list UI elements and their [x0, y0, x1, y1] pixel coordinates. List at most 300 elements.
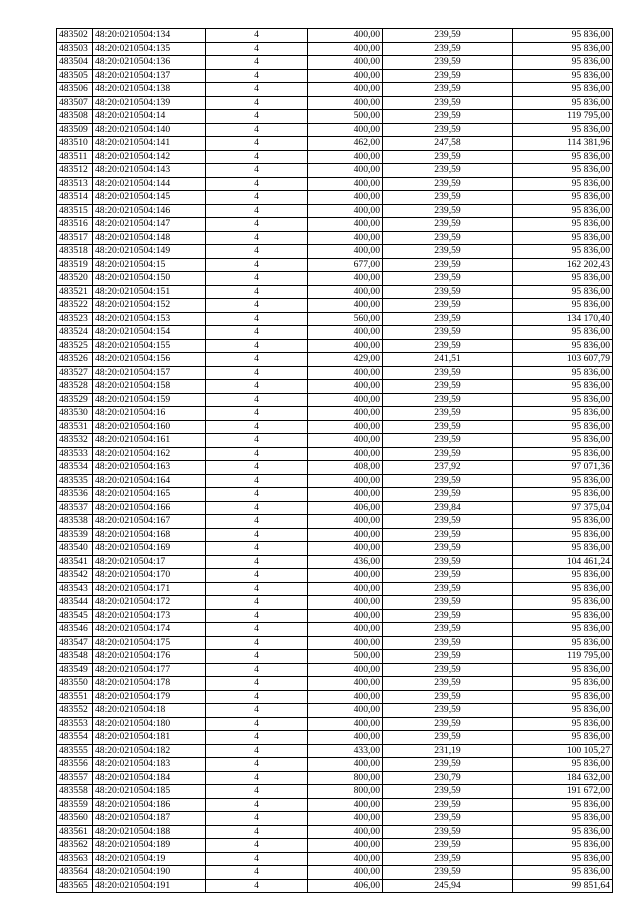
- area-cell: 429,00: [308, 353, 383, 367]
- row-id-cell: 483512: [57, 164, 93, 178]
- cadastral-number-cell: 48:20:0210504:134: [93, 29, 206, 43]
- total-value-cell: 95 836,00: [513, 758, 613, 772]
- category-cell: 4: [206, 731, 308, 745]
- total-value-cell: 95 836,00: [513, 596, 613, 610]
- unit-value-cell: 239,59: [383, 488, 513, 502]
- category-cell: 4: [206, 137, 308, 151]
- row-id-cell: 483538: [57, 515, 93, 529]
- category-cell: 4: [206, 812, 308, 826]
- cadastral-number-cell: 48:20:0210504:147: [93, 218, 206, 232]
- cadastral-number-cell: 48:20:0210504:162: [93, 447, 206, 461]
- table-row: [57, 690, 613, 704]
- area-cell: 400,00: [308, 177, 383, 191]
- cadastral-number-cell: 48:20:0210504:155: [93, 339, 206, 353]
- total-value-cell: 99 851,64: [513, 879, 613, 893]
- table-row: [57, 677, 613, 691]
- unit-value-cell: 239,59: [383, 717, 513, 731]
- table-row: [57, 758, 613, 772]
- unit-value-cell: 239,59: [383, 690, 513, 704]
- unit-value-cell: 239,59: [383, 285, 513, 299]
- total-value-cell: 95 836,00: [513, 150, 613, 164]
- unit-value-cell: 239,59: [383, 825, 513, 839]
- total-value-cell: 95 836,00: [513, 623, 613, 637]
- cadastral-number-cell: 48:20:0210504:173: [93, 609, 206, 623]
- cadastral-number-cell: 48:20:0210504:157: [93, 366, 206, 380]
- cadastral-number-cell: 48:20:0210504:16: [93, 407, 206, 421]
- row-id-cell: 483541: [57, 555, 93, 569]
- total-value-cell: 95 836,00: [513, 704, 613, 718]
- row-id-cell: 483561: [57, 825, 93, 839]
- area-cell: 400,00: [308, 825, 383, 839]
- row-id-cell: 483551: [57, 690, 93, 704]
- category-cell: 4: [206, 56, 308, 70]
- table-row: [57, 231, 613, 245]
- cadastral-number-cell: 48:20:0210504:165: [93, 488, 206, 502]
- cadastral-number-cell: 48:20:0210504:183: [93, 758, 206, 772]
- unit-value-cell: 239,59: [383, 218, 513, 232]
- table-row: [57, 393, 613, 407]
- unit-value-cell: 239,59: [383, 609, 513, 623]
- table-row: [57, 339, 613, 353]
- unit-value-cell: 239,59: [383, 407, 513, 421]
- cadastral-number-cell: 48:20:0210504:158: [93, 380, 206, 394]
- cadastral-number-cell: 48:20:0210504:138: [93, 83, 206, 97]
- cadastral-number-cell: 48:20:0210504:171: [93, 582, 206, 596]
- unit-value-cell: 239,59: [383, 569, 513, 583]
- category-cell: 4: [206, 191, 308, 205]
- row-id-cell: 483556: [57, 758, 93, 772]
- total-value-cell: 95 836,00: [513, 690, 613, 704]
- category-cell: 4: [206, 582, 308, 596]
- area-cell: 400,00: [308, 164, 383, 178]
- unit-value-cell: 239,59: [383, 299, 513, 313]
- row-id-cell: 483518: [57, 245, 93, 259]
- table-row: [57, 461, 613, 475]
- area-cell: 400,00: [308, 434, 383, 448]
- total-value-cell: 95 836,00: [513, 542, 613, 556]
- cadastral-number-cell: 48:20:0210504:15: [93, 258, 206, 272]
- area-cell: 400,00: [308, 812, 383, 826]
- row-id-cell: 483529: [57, 393, 93, 407]
- row-id-cell: 483544: [57, 596, 93, 610]
- table-row: [57, 866, 613, 880]
- area-cell: 400,00: [308, 677, 383, 691]
- unit-value-cell: 231,19: [383, 744, 513, 758]
- area-cell: 400,00: [308, 488, 383, 502]
- table-row: [57, 353, 613, 367]
- unit-value-cell: 239,59: [383, 393, 513, 407]
- category-cell: 4: [206, 380, 308, 394]
- unit-value-cell: 230,79: [383, 771, 513, 785]
- row-id-cell: 483543: [57, 582, 93, 596]
- area-cell: 400,00: [308, 83, 383, 97]
- table-row: [57, 704, 613, 718]
- unit-value-cell: 239,59: [383, 150, 513, 164]
- table-row: [57, 434, 613, 448]
- total-value-cell: 119 795,00: [513, 650, 613, 664]
- table-row: [57, 204, 613, 218]
- row-id-cell: 483560: [57, 812, 93, 826]
- table-body: [57, 29, 613, 893]
- category-cell: 4: [206, 542, 308, 556]
- cadastral-number-cell: 48:20:0210504:180: [93, 717, 206, 731]
- table-row: [57, 123, 613, 137]
- unit-value-cell: 239,59: [383, 582, 513, 596]
- row-id-cell: 483533: [57, 447, 93, 461]
- row-id-cell: 483534: [57, 461, 93, 475]
- category-cell: 4: [206, 123, 308, 137]
- unit-value-cell: 239,59: [383, 326, 513, 340]
- category-cell: 4: [206, 231, 308, 245]
- cadastral-table: [56, 28, 613, 893]
- table-row: [57, 258, 613, 272]
- table-row: [57, 542, 613, 556]
- area-cell: 400,00: [308, 609, 383, 623]
- area-cell: 400,00: [308, 393, 383, 407]
- area-cell: 400,00: [308, 474, 383, 488]
- cadastral-number-cell: 48:20:0210504:151: [93, 285, 206, 299]
- cadastral-number-cell: 48:20:0210504:179: [93, 690, 206, 704]
- row-id-cell: 483508: [57, 110, 93, 124]
- area-cell: 400,00: [308, 150, 383, 164]
- category-cell: 4: [206, 366, 308, 380]
- area-cell: 400,00: [308, 717, 383, 731]
- category-cell: 4: [206, 393, 308, 407]
- table-row: [57, 177, 613, 191]
- row-id-cell: 483520: [57, 272, 93, 286]
- table-row: [57, 29, 613, 43]
- area-cell: 400,00: [308, 663, 383, 677]
- total-value-cell: 95 836,00: [513, 569, 613, 583]
- row-id-cell: 483503: [57, 42, 93, 56]
- unit-value-cell: 239,59: [383, 852, 513, 866]
- unit-value-cell: 239,59: [383, 785, 513, 799]
- category-cell: 4: [206, 326, 308, 340]
- area-cell: 400,00: [308, 69, 383, 83]
- table-row: [57, 852, 613, 866]
- category-cell: 4: [206, 29, 308, 43]
- cadastral-number-cell: 48:20:0210504:172: [93, 596, 206, 610]
- cadastral-number-cell: 48:20:0210504:139: [93, 96, 206, 110]
- table-row: [57, 69, 613, 83]
- unit-value-cell: 239,59: [383, 663, 513, 677]
- row-id-cell: 483526: [57, 353, 93, 367]
- category-cell: 4: [206, 515, 308, 529]
- area-cell: 400,00: [308, 582, 383, 596]
- total-value-cell: 95 836,00: [513, 488, 613, 502]
- cadastral-number-cell: 48:20:0210504:136: [93, 56, 206, 70]
- total-value-cell: 95 836,00: [513, 636, 613, 650]
- total-value-cell: 95 836,00: [513, 852, 613, 866]
- area-cell: 400,00: [308, 420, 383, 434]
- cadastral-number-cell: 48:20:0210504:189: [93, 839, 206, 853]
- unit-value-cell: 239,59: [383, 177, 513, 191]
- row-id-cell: 483517: [57, 231, 93, 245]
- total-value-cell: 95 836,00: [513, 191, 613, 205]
- category-cell: 4: [206, 555, 308, 569]
- row-id-cell: 483509: [57, 123, 93, 137]
- unit-value-cell: 239,59: [383, 29, 513, 43]
- table-row: [57, 96, 613, 110]
- category-cell: 4: [206, 312, 308, 326]
- table-row: [57, 150, 613, 164]
- table-row: [57, 83, 613, 97]
- area-cell: 400,00: [308, 839, 383, 853]
- row-id-cell: 483549: [57, 663, 93, 677]
- category-cell: 4: [206, 717, 308, 731]
- category-cell: 4: [206, 164, 308, 178]
- cadastral-number-cell: 48:20:0210504:141: [93, 137, 206, 151]
- table-row: [57, 528, 613, 542]
- table-row: [57, 501, 613, 515]
- category-cell: 4: [206, 852, 308, 866]
- cadastral-number-cell: 48:20:0210504:188: [93, 825, 206, 839]
- cadastral-number-cell: 48:20:0210504:174: [93, 623, 206, 637]
- category-cell: 4: [206, 339, 308, 353]
- table-row: [57, 650, 613, 664]
- unit-value-cell: 239,59: [383, 515, 513, 529]
- unit-value-cell: 239,59: [383, 623, 513, 637]
- category-cell: 4: [206, 650, 308, 664]
- cadastral-number-cell: 48:20:0210504:144: [93, 177, 206, 191]
- table-row: [57, 366, 613, 380]
- area-cell: 400,00: [308, 231, 383, 245]
- total-value-cell: 95 836,00: [513, 380, 613, 394]
- area-cell: 400,00: [308, 123, 383, 137]
- row-id-cell: 483546: [57, 623, 93, 637]
- total-value-cell: 100 105,27: [513, 744, 613, 758]
- cadastral-number-cell: 48:20:0210504:169: [93, 542, 206, 556]
- cadastral-number-cell: 48:20:0210504:152: [93, 299, 206, 313]
- cadastral-number-cell: 48:20:0210504:177: [93, 663, 206, 677]
- table-row: [57, 798, 613, 812]
- total-value-cell: 104 461,24: [513, 555, 613, 569]
- area-cell: 400,00: [308, 866, 383, 880]
- category-cell: 4: [206, 866, 308, 880]
- table-row: [57, 42, 613, 56]
- unit-value-cell: 239,59: [383, 110, 513, 124]
- area-cell: 400,00: [308, 542, 383, 556]
- cadastral-number-cell: 48:20:0210504:149: [93, 245, 206, 259]
- category-cell: 4: [206, 839, 308, 853]
- row-id-cell: 483548: [57, 650, 93, 664]
- total-value-cell: 97 071,36: [513, 461, 613, 475]
- table-row: [57, 420, 613, 434]
- table-row: [57, 717, 613, 731]
- row-id-cell: 483532: [57, 434, 93, 448]
- unit-value-cell: 239,59: [383, 69, 513, 83]
- category-cell: 4: [206, 69, 308, 83]
- total-value-cell: 95 836,00: [513, 717, 613, 731]
- category-cell: 4: [206, 609, 308, 623]
- unit-value-cell: 239,59: [383, 245, 513, 259]
- row-id-cell: 483504: [57, 56, 93, 70]
- table-row: [57, 285, 613, 299]
- area-cell: 462,00: [308, 137, 383, 151]
- unit-value-cell: 239,59: [383, 798, 513, 812]
- cadastral-number-cell: 48:20:0210504:159: [93, 393, 206, 407]
- unit-value-cell: 239,59: [383, 731, 513, 745]
- category-cell: 4: [206, 461, 308, 475]
- row-id-cell: 483516: [57, 218, 93, 232]
- category-cell: 4: [206, 758, 308, 772]
- category-cell: 4: [206, 258, 308, 272]
- category-cell: 4: [206, 245, 308, 259]
- row-id-cell: 483510: [57, 137, 93, 151]
- area-cell: 408,00: [308, 461, 383, 475]
- cadastral-number-cell: 48:20:0210504:191: [93, 879, 206, 893]
- category-cell: 4: [206, 285, 308, 299]
- unit-value-cell: 239,59: [383, 380, 513, 394]
- cadastral-number-cell: 48:20:0210504:161: [93, 434, 206, 448]
- row-id-cell: 483553: [57, 717, 93, 731]
- area-cell: 400,00: [308, 515, 383, 529]
- area-cell: 400,00: [308, 272, 383, 286]
- total-value-cell: 95 836,00: [513, 339, 613, 353]
- total-value-cell: 95 836,00: [513, 123, 613, 137]
- category-cell: 4: [206, 299, 308, 313]
- category-cell: 4: [206, 177, 308, 191]
- total-value-cell: 95 836,00: [513, 582, 613, 596]
- row-id-cell: 483563: [57, 852, 93, 866]
- area-cell: 400,00: [308, 704, 383, 718]
- category-cell: 4: [206, 825, 308, 839]
- cadastral-number-cell: 48:20:0210504:143: [93, 164, 206, 178]
- unit-value-cell: 237,92: [383, 461, 513, 475]
- area-cell: 400,00: [308, 245, 383, 259]
- row-id-cell: 483564: [57, 866, 93, 880]
- cadastral-number-cell: 48:20:0210504:170: [93, 569, 206, 583]
- area-cell: 400,00: [308, 758, 383, 772]
- category-cell: 4: [206, 218, 308, 232]
- total-value-cell: 95 836,00: [513, 528, 613, 542]
- cadastral-number-cell: 48:20:0210504:178: [93, 677, 206, 691]
- area-cell: 400,00: [308, 96, 383, 110]
- total-value-cell: 103 607,79: [513, 353, 613, 367]
- total-value-cell: 184 632,00: [513, 771, 613, 785]
- unit-value-cell: 239,59: [383, 96, 513, 110]
- table-row: [57, 596, 613, 610]
- table-row: [57, 515, 613, 529]
- total-value-cell: 95 836,00: [513, 29, 613, 43]
- area-cell: 500,00: [308, 110, 383, 124]
- category-cell: 4: [206, 528, 308, 542]
- area-cell: 400,00: [308, 690, 383, 704]
- cadastral-number-cell: 48:20:0210504:19: [93, 852, 206, 866]
- row-id-cell: 483523: [57, 312, 93, 326]
- cadastral-number-cell: 48:20:0210504:17: [93, 555, 206, 569]
- row-id-cell: 483536: [57, 488, 93, 502]
- cadastral-number-cell: 48:20:0210504:184: [93, 771, 206, 785]
- unit-value-cell: 239,59: [383, 474, 513, 488]
- unit-value-cell: 239,84: [383, 501, 513, 515]
- table-row: [57, 785, 613, 799]
- row-id-cell: 483554: [57, 731, 93, 745]
- total-value-cell: 95 836,00: [513, 663, 613, 677]
- cadastral-number-cell: 48:20:0210504:154: [93, 326, 206, 340]
- cadastral-number-cell: 48:20:0210504:153: [93, 312, 206, 326]
- unit-value-cell: 239,59: [383, 83, 513, 97]
- row-id-cell: 483511: [57, 150, 93, 164]
- category-cell: 4: [206, 488, 308, 502]
- total-value-cell: 95 836,00: [513, 677, 613, 691]
- total-value-cell: 95 836,00: [513, 177, 613, 191]
- total-value-cell: 95 836,00: [513, 515, 613, 529]
- cadastral-number-cell: 48:20:0210504:168: [93, 528, 206, 542]
- area-cell: 400,00: [308, 569, 383, 583]
- area-cell: 400,00: [308, 285, 383, 299]
- unit-value-cell: 247,58: [383, 137, 513, 151]
- row-id-cell: 483522: [57, 299, 93, 313]
- table-row: [57, 245, 613, 259]
- area-cell: 800,00: [308, 771, 383, 785]
- area-cell: 400,00: [308, 204, 383, 218]
- cadastral-number-cell: 48:20:0210504:135: [93, 42, 206, 56]
- area-cell: 400,00: [308, 596, 383, 610]
- table-row: [57, 474, 613, 488]
- table-row: [57, 555, 613, 569]
- area-cell: 400,00: [308, 798, 383, 812]
- unit-value-cell: 239,59: [383, 447, 513, 461]
- area-cell: 406,00: [308, 879, 383, 893]
- row-id-cell: 483545: [57, 609, 93, 623]
- total-value-cell: 95 836,00: [513, 366, 613, 380]
- area-cell: 677,00: [308, 258, 383, 272]
- total-value-cell: 95 836,00: [513, 609, 613, 623]
- total-value-cell: 134 170,40: [513, 312, 613, 326]
- area-cell: 400,00: [308, 380, 383, 394]
- category-cell: 4: [206, 110, 308, 124]
- category-cell: 4: [206, 447, 308, 461]
- unit-value-cell: 245,94: [383, 879, 513, 893]
- cadastral-number-cell: 48:20:0210504:14: [93, 110, 206, 124]
- unit-value-cell: 239,59: [383, 204, 513, 218]
- unit-value-cell: 239,59: [383, 56, 513, 70]
- category-cell: 4: [206, 272, 308, 286]
- table-row: [57, 663, 613, 677]
- cadastral-number-cell: 48:20:0210504:160: [93, 420, 206, 434]
- total-value-cell: 95 836,00: [513, 798, 613, 812]
- unit-value-cell: 239,59: [383, 434, 513, 448]
- category-cell: 4: [206, 42, 308, 56]
- category-cell: 4: [206, 744, 308, 758]
- area-cell: 400,00: [308, 339, 383, 353]
- cadastral-number-cell: 48:20:0210504:18: [93, 704, 206, 718]
- cadastral-number-cell: 48:20:0210504:175: [93, 636, 206, 650]
- area-cell: 400,00: [308, 623, 383, 637]
- table-row: [57, 488, 613, 502]
- category-cell: 4: [206, 420, 308, 434]
- category-cell: 4: [206, 501, 308, 515]
- cadastral-number-cell: 48:20:0210504:181: [93, 731, 206, 745]
- row-id-cell: 483562: [57, 839, 93, 853]
- area-cell: 400,00: [308, 56, 383, 70]
- area-cell: 400,00: [308, 299, 383, 313]
- unit-value-cell: 241,51: [383, 353, 513, 367]
- table-row: [57, 447, 613, 461]
- category-cell: 4: [206, 204, 308, 218]
- total-value-cell: 95 836,00: [513, 96, 613, 110]
- table-row: [57, 164, 613, 178]
- unit-value-cell: 239,59: [383, 555, 513, 569]
- row-id-cell: 483519: [57, 258, 93, 272]
- table-row: [57, 380, 613, 394]
- area-cell: 400,00: [308, 191, 383, 205]
- table-row: [57, 569, 613, 583]
- row-id-cell: 483537: [57, 501, 93, 515]
- row-id-cell: 483502: [57, 29, 93, 43]
- total-value-cell: 95 836,00: [513, 434, 613, 448]
